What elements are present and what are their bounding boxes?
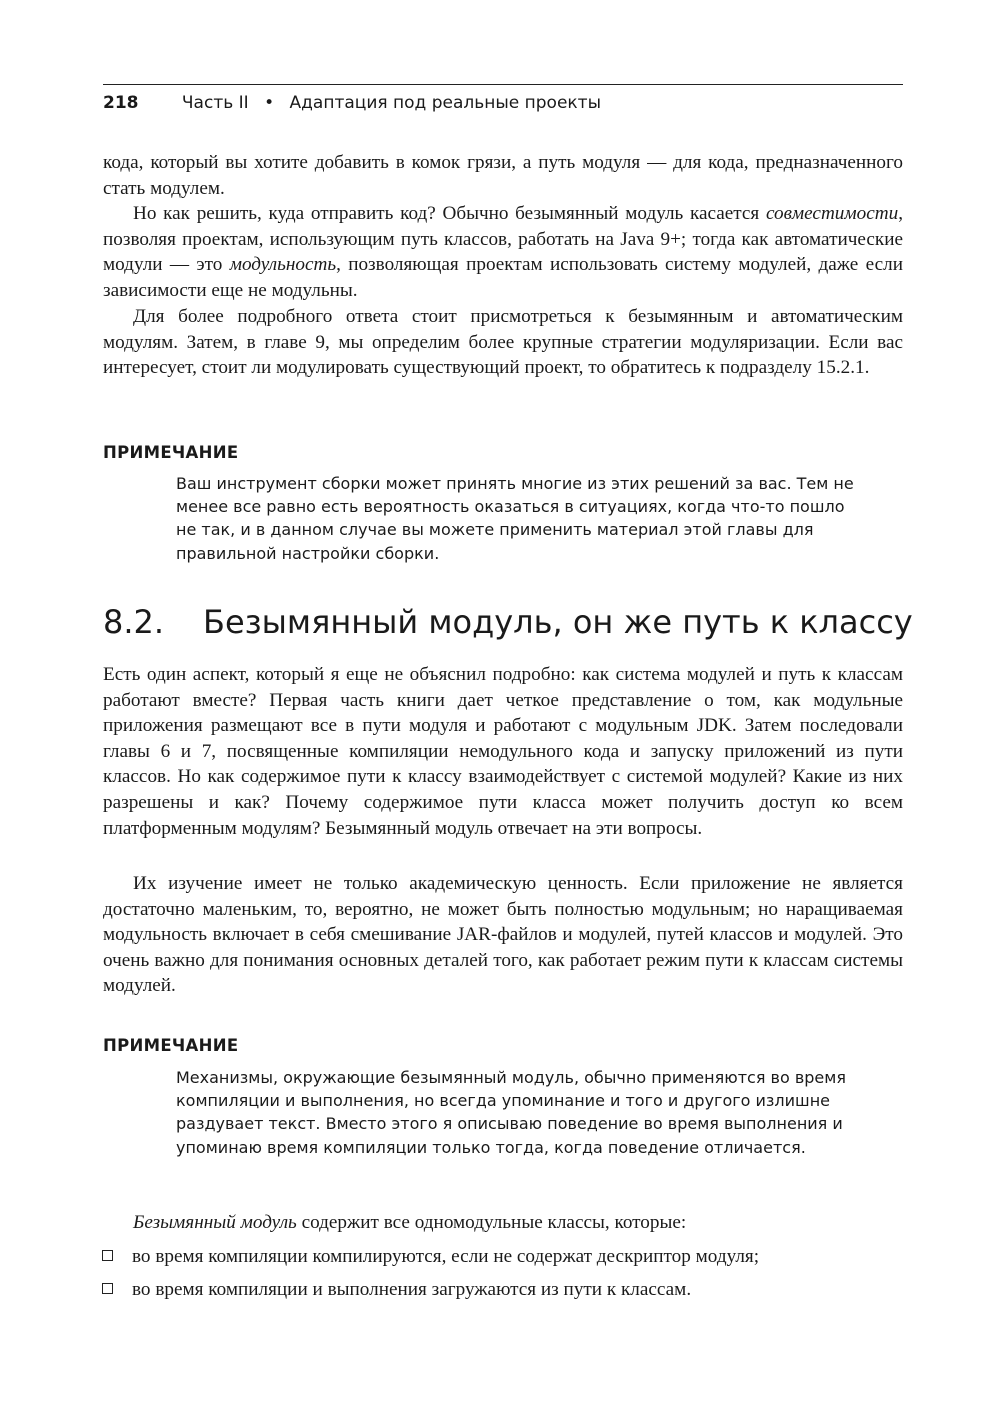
checkbox-icon	[102, 1250, 113, 1261]
note-title: ПРИМЕЧАНИЕ	[103, 443, 239, 462]
paragraph-text: , позволяющая проектам использовать систему модулей, даже если зависимости еще не модульны.	[103, 254, 903, 301]
bullet-list	[100, 1244, 905, 1309]
paragraph-details: Для более подробного ответа стоит присмотреться к безымянным и автоматическим модулям. Затем, в главе 9, мы определим более крупные стратегии модуляризации. Если вас интересует, стоит ли модулировать существующий проект, то обратитесь к подразделу 15.2.1.	[103, 306, 903, 379]
paragraph-text: Но как решить, куда отправить код? Обычно безымянный модуль касается	[133, 203, 766, 224]
header-separator: •	[264, 93, 275, 113]
note-title: ПРИМЕЧАНИЕ	[103, 1036, 239, 1055]
list-item-text: во время компиляции компилируются, если не содержат дескриптор модуля;	[132, 1246, 760, 1267]
list-item	[100, 1244, 905, 1270]
paragraph-continuation: кода, который вы хотите добавить в комок грязи, а путь модуля — для кода, предназначенного стать модулем.	[103, 152, 903, 199]
section-heading	[103, 603, 913, 641]
running-header	[103, 84, 903, 125]
checkbox-icon	[102, 1283, 113, 1294]
paragraph-intro: Есть один аспект, который я еще не объяснил подробно: как система модулей и путь к классам работают вместе? Первая часть книги дает четкое представление о том, как модульные приложения размещают все в пути модуля и работают с модульным JDK. Затем последовали главы 6 и 7, посвященные компиляции немодульного кода и запуску приложений из пути классов. Но как содержимое пути к классу взаимодействует с системой модулей? Какие из них разрешены и как? Почему содержимое пути класса может получить доступ ко всем платформенным модулям? Безымянный модуль отвечает на эти вопросы.	[103, 664, 903, 839]
list-item-text: во время компиляции и выполнения загружаются из пути к классам.	[132, 1278, 692, 1300]
emphasis-compatibility: совместимости	[765, 203, 899, 224]
part-label: Часть II	[181, 93, 249, 113]
list-item	[100, 1277, 905, 1303]
section-title: Безымянный модуль, он же путь к классу	[203, 603, 913, 641]
paragraph-text: содержит все одномодульные классы, которые:	[296, 1212, 687, 1233]
section-number: 8.2.	[103, 603, 165, 641]
emphasis-unnamed-module: Безымянный модуль	[133, 1212, 297, 1233]
paragraph-compatibility	[103, 201, 903, 303]
paragraph-definition	[103, 1210, 903, 1236]
header-row	[103, 93, 601, 113]
paragraph-value: Их изучение имеет не только академическую ценность. Если приложение не является достаточно маленьким, то, вероятно, не может быть полностью модульным; но наращиваемая модульность включает в себя смешивание JAR-файлов и модулей, путей классов и модулей. Это очень важно для понимания основных деталей того, как работает режим пути к классам системы модулей.	[103, 873, 903, 997]
note-text: Механизмы, окружающие безымянный модуль, обычно применяются во время компиляции и выполнения, но всегда упоминание и того и другого излишне раздувает текст. Вместо этого я описываю поведение во время выполнения и упоминаю время компиляции только тогда, когда поведение отличается.	[176, 1068, 846, 1157]
page-number: 218	[103, 93, 139, 113]
note-text: Ваш инструмент сборки может принять многие из этих решений за вас. Тем не менее все равно есть вероятность оказаться в ситуациях, когда что-то пошло не так, и в данном случае вы можете применить материал этой главы для правильной настройки сборки.	[176, 474, 854, 563]
paragraph-text: , позволяя проектам, использующим путь классов, работать на Java 9+; тогда как автоматические модули — это	[103, 203, 903, 276]
chapter-title: Адаптация под реальные проекты	[289, 93, 602, 113]
emphasis-modularity: модульность	[229, 254, 337, 276]
